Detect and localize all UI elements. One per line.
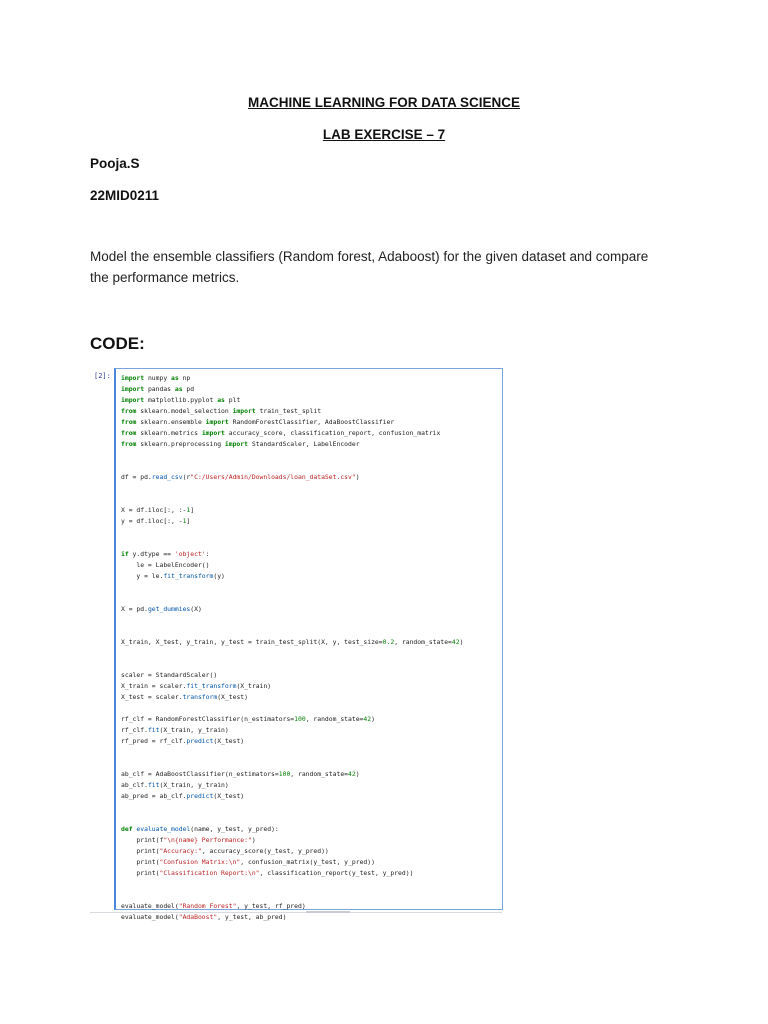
code-section-heading: CODE: xyxy=(90,334,145,353)
code-line: X = df.iloc[:, :-1] xyxy=(121,506,195,514)
code-line: import numpy as np xyxy=(121,374,191,382)
code-line xyxy=(121,704,125,712)
author-name: Pooja.S xyxy=(90,156,140,171)
code-line: rf_clf = RandomForestClassifier(n_estimators=100, random_state=42) xyxy=(121,715,375,723)
code-line: import pandas as pd xyxy=(121,385,195,393)
code-line: def evaluate_model(name, y_test, y_pred): xyxy=(121,825,279,833)
code-line: y = df.iloc[:, -1] xyxy=(121,517,191,525)
code-line: df = pd.read_csv(r"C:/Users/Admin/Downloads/loan_dataSet.csv") xyxy=(121,473,360,481)
code-line xyxy=(121,759,125,767)
code-line: X_train, X_test, y_train, y_test = train_test_split(X, y, test_size=0.2, random_state=42) xyxy=(121,638,464,646)
code-line xyxy=(121,451,125,459)
code-line: ab_pred = ab_clf.predict(X_test) xyxy=(121,792,245,800)
code-line: rf_pred = rf_clf.predict(X_test) xyxy=(121,737,245,745)
code-cell xyxy=(90,366,502,921)
code-line: y = le.fit_transform(y) xyxy=(121,572,225,580)
code-line: print("Confusion Matrix:\n", confusion_matrix(y_test, y_pred)) xyxy=(121,858,375,866)
code-line xyxy=(121,462,125,470)
code-line xyxy=(121,891,125,899)
code-line xyxy=(121,649,125,657)
code-line: print("Classification Report:\n", classification_report(y_test, y_pred)) xyxy=(121,869,414,877)
code-line: from sklearn.model_selection import train_test_split xyxy=(121,407,322,415)
code-line xyxy=(121,583,125,591)
code-line xyxy=(121,748,125,756)
code-line: le = LabelEncoder() xyxy=(121,561,210,569)
code-line xyxy=(121,528,125,536)
code-line: evaluate_model("AdaBoost", y_test, ab_pred) xyxy=(121,913,287,921)
code-line: from sklearn.metrics import accuracy_score, classification_report, confusion_matrix xyxy=(121,429,441,437)
code-line xyxy=(121,803,125,811)
code-line xyxy=(121,495,125,503)
code-line: if y.dtype == 'object': xyxy=(121,550,210,558)
task-description: Model the ensemble classifiers (Random forest, Adaboost) for the given dataset and compare the performance metrics. xyxy=(90,249,649,285)
code-line: from sklearn.preprocessing import StandardScaler, LabelEncoder xyxy=(121,440,360,448)
code-line xyxy=(121,627,125,635)
code-block xyxy=(121,373,463,923)
code-line: evaluate_model("Random Forest", y_test, rf_pred) xyxy=(121,902,306,910)
code-line xyxy=(121,616,125,624)
code-line: print(f"\n{name} Performance:") xyxy=(121,836,256,844)
code-line: print("Accuracy:", accuracy_score(y_test, y_pred)) xyxy=(121,847,329,855)
code-line xyxy=(121,594,125,602)
registration-number: 22MID0211 xyxy=(90,188,160,203)
code-line: X_test = scaler.transform(X_test) xyxy=(121,693,248,701)
cell-divider xyxy=(90,912,502,913)
code-line: from sklearn.ensemble import RandomForestClassifier, AdaBoostClassifier xyxy=(121,418,395,426)
code-line: rf_clf.fit(X_train, y_train) xyxy=(121,726,229,734)
code-line: import matplotlib.pyplot as plt xyxy=(121,396,241,404)
document-subtitle: LAB EXERCISE – 7 xyxy=(322,127,446,142)
scroll-indicator xyxy=(306,911,350,913)
code-line: ab_clf.fit(X_train, y_train) xyxy=(121,781,229,789)
code-line: scaler = StandardScaler() xyxy=(121,671,218,679)
code-line xyxy=(121,539,125,547)
code-line xyxy=(121,484,125,492)
code-line: X = pd.get_dummies(X) xyxy=(121,605,202,613)
code-line: X_train = scaler.fit_transform(X_train) xyxy=(121,682,272,690)
code-line xyxy=(121,880,125,888)
code-line xyxy=(121,814,125,822)
cell-prompt: [2]: xyxy=(94,372,111,380)
document-title: MACHINE LEARNING FOR DATA SCIENCE xyxy=(248,95,520,110)
code-line: ab_clf = AdaBoostClassifier(n_estimators=100, random_state=42) xyxy=(121,770,360,778)
code-line xyxy=(121,660,125,668)
code-box[interactable] xyxy=(114,368,503,921)
